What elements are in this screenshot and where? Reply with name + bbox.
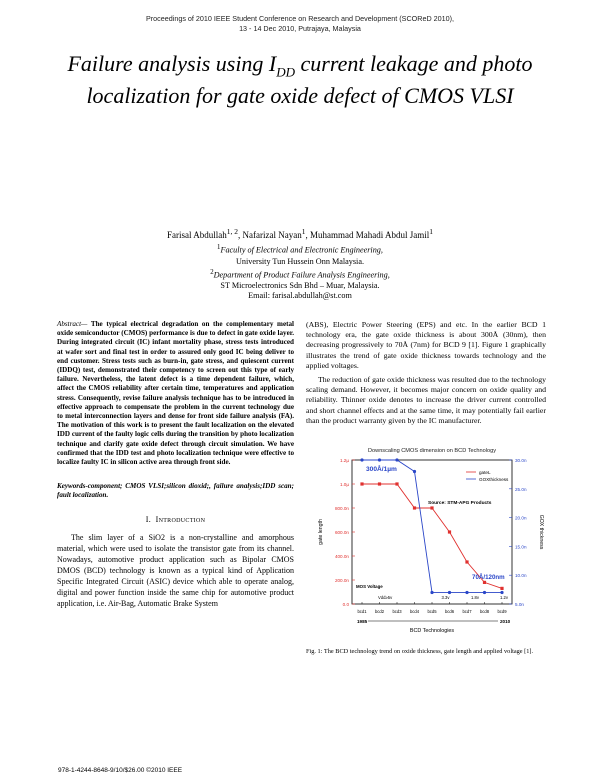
conference-line-1: Proceedings of 2010 IEEE Student Conference on Research and Development (SCOReD 2010), — [145, 14, 455, 23]
mos-voltage-label: MOS Voltage — [356, 584, 383, 589]
affiliation-2: Department of Product Failure Analysis Engineering, — [213, 270, 390, 280]
data-point-gateL — [378, 482, 381, 485]
left-tick-label: 800.0n — [334, 506, 349, 511]
voltage-label: 3.3v — [441, 595, 450, 600]
author-name: Nafarizal Nayan — [242, 230, 302, 240]
figure-caption: Fig. 1: The BCD technology trend on oxide thickness, gate length and applied voltage [1]. — [306, 648, 534, 655]
right-tick-label: 10.0n — [515, 573, 527, 579]
intro-paragraph: The slim layer of a SiO2 is a non-crystalline and amorphous material, which were used to isolate the transistor gate from its channel. Nowadays, automotive product application such as Bipolar CMOS DMOS (BCD) technology is known as a typical kind of Application Specific Integrated Circuit (ASIC) device which able to operate analog, digital and power function inside the same chip for automotive product application, i.e. Air-Bag, Automatic Brake System — [57, 532, 294, 608]
right-tick-label: 15.0n — [515, 544, 527, 550]
right-tick-label: 5.0n — [515, 602, 524, 607]
voltage-label: 1.8v — [471, 595, 479, 600]
data-point-GOXthickness — [395, 458, 398, 461]
data-point-gateL — [500, 587, 503, 590]
left-axis-label: gate length — [318, 519, 324, 545]
data-point-gateL — [448, 530, 451, 533]
data-point-GOXthickness — [500, 591, 503, 594]
abstract-text: The typical electrical degradation on the complementary metal oxide semiconductor (CMOS) performance is due to defect in gate oxide layer. During integrated circuit (IC) infant mortality phase, stress tests introduced at wafer sort and final test in order to assured only good IC being deliver to end customer. Stress tests such as burn-in, gate stress, and quiescent current (IDDQ) test, demonstrated their competency to screen out this type of early failure. Nevertheless, the latent defect is a time dependent failure, which, affect the CMOS reliability after certain time, temperatures and application stress. Consequently, revise failure analysis technique has to be introduced in effective approach to compensate the problem in the current technology due to metal interconnection layers and dense for front side failure analysis (FA). The motivation of this work is to present the fault localization on the elevated IDD current of the faulty logic cells during the transition by photo localization technique and clarify gate oxide defect through circuit simulation. We have confirmed that the IDD test and photo localization technique were effective to localize faulty IC in silicon active area through front side. — [57, 320, 294, 467]
affiliation-1-org: University Tun Hussein Onn Malaysia. — [235, 256, 365, 266]
x-tick-label: bcd4 — [409, 609, 420, 614]
left-tick-label: 600.0n — [334, 530, 349, 535]
x-tick-label: bcd5 — [427, 609, 437, 614]
paper-title: Failure analysis using $I_{DD}$ current leakage and photo localization for gate oxide defect of CMOS VLSI — [67, 51, 533, 109]
author-name: Muhammad Mahadi Abdul Jamil — [309, 230, 430, 240]
data-point-GOXthickness — [430, 591, 433, 594]
author-name: Farisal Abdullah — [167, 230, 227, 240]
left-tick-label: 200.0n — [334, 578, 349, 583]
x-tick-label: bcd2 — [374, 609, 385, 614]
x-tick-label: bcd7 — [462, 609, 472, 614]
right-tick-label: 20.0n — [515, 515, 527, 521]
paragraph: (ABS), Electric Power Steering (EPS) and etc. In the earlier BCD 1 technology era, the gate oxide thickness is about 300Å (30nm), then decreasing progressively to 70Å (7nm) for BCD 9 [1]. Figure 1 graphically illustrates the trend of gate oxide thickness towards technology and the applied voltages. — [306, 320, 546, 370]
left-column — [57, 320, 294, 609]
data-point-gateL — [465, 560, 468, 563]
abstract — [57, 320, 294, 467]
email: Email: farisal.abdullah@st.com — [248, 291, 352, 300]
x-tick-label: bcd1 — [357, 609, 367, 614]
data-point-GOXthickness — [465, 591, 468, 594]
conference-header — [0, 14, 600, 34]
data-point-gateL — [360, 482, 363, 485]
affiliations: $^1$Faculty of Electrical and Electronic Engineering, University Tun Hussein Onn Malaysia. $^2$Department of Product Failure Analysis Engineering, ST Microelectronics Sdn Bhd – Muar, Malaysia. — [0, 242, 600, 291]
x-tick-label: bcd3 — [392, 609, 402, 614]
left-tick-label: 0.0 — [342, 602, 349, 607]
right-tick-label: 30.0n — [515, 458, 527, 463]
abstract-label: Abstract— — [57, 320, 88, 328]
data-point-GOXthickness — [378, 458, 381, 461]
voltage-label: 1.2v — [500, 595, 508, 600]
figure-chart — [306, 444, 546, 634]
year-start: 1985 — [357, 619, 368, 624]
right-column — [306, 320, 546, 430]
series-line-gateL — [362, 484, 502, 588]
chart-title: Downscaling CMOS dimension on BCD Technology — [368, 448, 496, 454]
year-end: 2010 — [500, 619, 511, 624]
legend-label: gateL — [479, 469, 491, 475]
conference-line-2: 13 - 14 Dec 2010, Putrajaya, Malaysia — [239, 24, 361, 33]
source-note: Source: STM-APG Products — [428, 501, 492, 506]
keywords: Keywords-component; CMOS VLSI;silicon dioxid;, failure analysis;IDD scan; fault localization. — [57, 482, 294, 500]
data-point-gateL — [430, 506, 433, 509]
annotation-bottom: 70Å/120nm — [472, 574, 505, 581]
copyright-footer: 978-1-4244-8648-9/10/$26.00 ©2010 IEEE — [58, 767, 183, 774]
x-tick-label: bcd6 — [444, 609, 455, 614]
data-point-GOXthickness — [360, 458, 363, 461]
voltage-label: Vdd≥5v — [378, 595, 393, 600]
data-point-gateL — [395, 482, 398, 485]
data-point-gateL — [483, 581, 486, 584]
left-tick-label: 400.0n — [334, 554, 349, 559]
annotation-top: 300Å/1µm — [366, 466, 397, 473]
x-tick-label: bcd8 — [479, 609, 490, 614]
x-axis-label: BCD Technologies — [409, 628, 455, 634]
affiliation-1: Faculty of Electrical and Electronic Engineering, — [220, 245, 383, 255]
data-point-gateL — [413, 506, 416, 509]
section-heading: I. Introduction — [145, 514, 206, 524]
x-tick-label: bcd9 — [497, 609, 507, 614]
affiliation-2-org: ST Microelectronics Sdn Bhd – Muar, Malaysia. — [220, 281, 380, 291]
author-list: Farisal Abdullah$^{1, 2}$, Nafarizal Nayan$^1$, Muhammad Mahadi Abdul Jamil$^1$ — [167, 227, 433, 240]
data-point-GOXthickness — [413, 470, 416, 473]
line-chart — [306, 444, 546, 634]
right-axis-label: GOX thickness — [538, 514, 544, 550]
left-tick-label: 1.0µ — [339, 482, 349, 487]
data-point-GOXthickness — [448, 591, 451, 594]
paragraph: The reduction of gate oxide thickness was resulted due to the technology scaling demand. However, it becomes major concern on oxide quality and reliability. Thinner oxide denotes to increase the driver current controlled and short channel effects and at the same time, it may potentially fail earlier than the product warranty given by the IC manufacturer. — [306, 375, 546, 425]
left-tick-label: 1.2µ — [339, 458, 349, 463]
data-point-GOXthickness — [483, 591, 486, 594]
legend-label: GOXthickness — [479, 476, 509, 482]
right-tick-label: 25.0n — [515, 486, 527, 492]
